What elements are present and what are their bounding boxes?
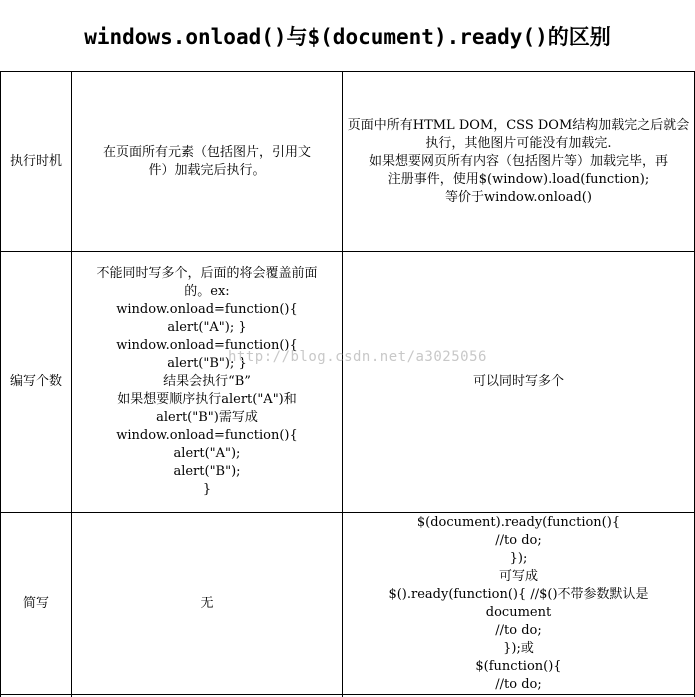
code-line: alert("A");	[173, 446, 241, 461]
row-label-timing	[1, 72, 71, 251]
cell-ready-timing	[343, 72, 694, 251]
grid-line-bottom	[0, 694, 695, 695]
code-line: $(function(){	[475, 659, 562, 674]
text-line: 在页面所有元素（包括图片，引用文	[102, 144, 311, 160]
cell-ready-shorthand	[343, 513, 694, 694]
code-line: //to do;	[495, 623, 542, 638]
code-line: window.onload=function(){	[116, 338, 298, 353]
text-line: 结果会执行“B”	[163, 374, 251, 389]
text-line: 不能同时写多个，后面的将会覆盖前面	[96, 266, 318, 281]
text-line: 的。ex:	[184, 284, 230, 299]
code-line: //to do;	[495, 677, 542, 692]
cell-onload-timing	[72, 72, 342, 251]
text-line: 如果想要顺序执行alert("A")和	[117, 392, 297, 407]
code-line: document	[485, 605, 552, 620]
cell-onload-shorthand	[72, 513, 342, 694]
cell-ready-count	[343, 252, 694, 512]
code-line: $(document).ready(function(){	[416, 515, 621, 530]
row-label-text: 执行时机	[9, 153, 62, 169]
text-line: 可以同时写多个	[472, 374, 564, 389]
row-label-count	[1, 252, 71, 512]
code-line: //to do;	[495, 533, 542, 548]
code-line: alert("B");	[173, 464, 241, 479]
text-line: 注册事件，使用$(window).load(function);	[387, 171, 650, 187]
code-line: }	[202, 482, 212, 497]
row-label-text: 编写个数	[9, 374, 62, 389]
text-line: 件）加载完后执行。	[148, 162, 266, 178]
row-label-shorthand	[1, 513, 71, 694]
code-line: $().ready(function(){ //$()不带参数默认是	[388, 587, 649, 602]
code-line: });	[509, 551, 528, 566]
text-line: 页面中所有HTML DOM，CSS DOM结构加载完之后就会	[347, 117, 690, 133]
watermark-text: http://blog.csdn.net/a3025056	[228, 349, 487, 365]
table-grid	[0, 72, 695, 697]
code-line: });或	[503, 641, 534, 656]
table-title: windows.onload()与$(document).ready()的区别	[0, 0, 695, 72]
code-line: window.onload=function(){	[116, 428, 298, 443]
text-line: 等价于window.onload()	[445, 189, 592, 205]
text-line: 无	[200, 595, 214, 611]
code-line: window.onload=function(){	[116, 302, 298, 317]
text-line: 如果想要网页所有内容（包括图片等）加载完毕，再	[368, 153, 668, 169]
text-line: 可写成	[498, 569, 538, 584]
code-line: alert("B"); }	[167, 356, 247, 371]
cell-onload-count	[72, 252, 342, 512]
row-label-text: 简写	[22, 595, 49, 611]
text-line: alert("B")需写成	[156, 410, 258, 425]
text-line: 执行，其他图片可能没有加载完.	[425, 135, 612, 151]
code-line: alert("A"); }	[167, 320, 247, 335]
